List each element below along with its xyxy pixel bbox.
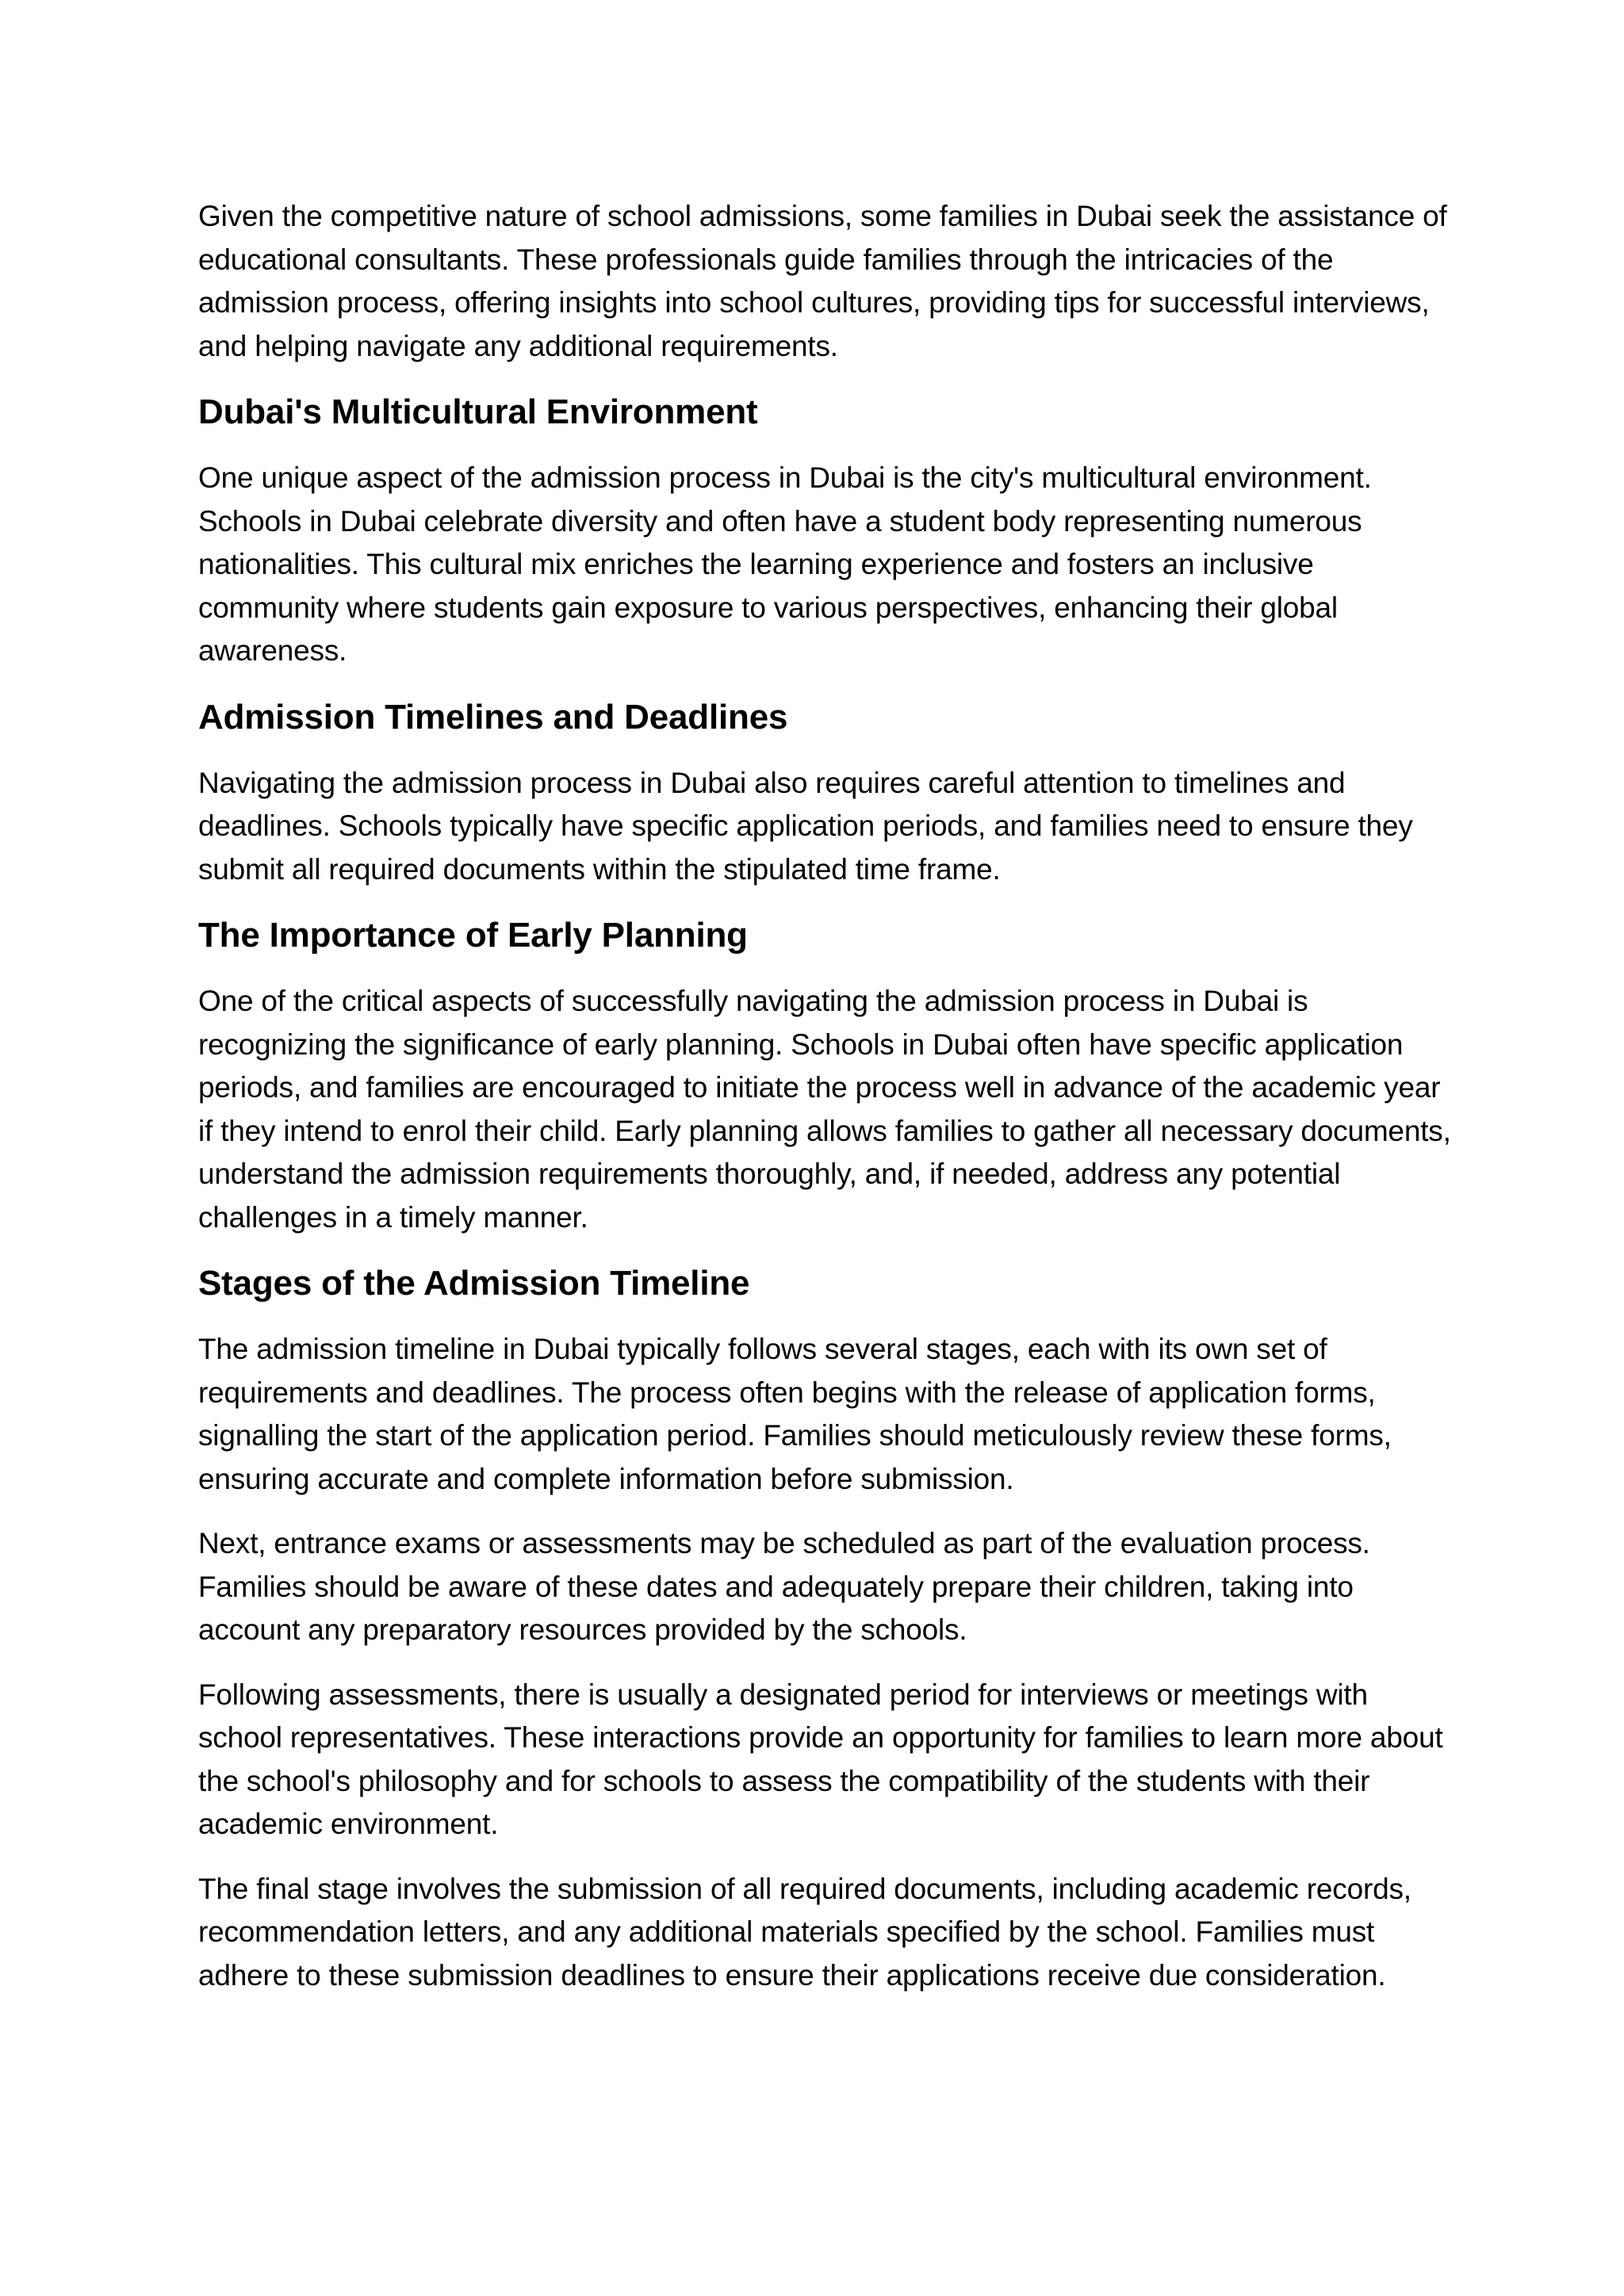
section-heading-multicultural: Dubai's Multicultural Environment — [198, 392, 758, 431]
multicultural-paragraph: One unique aspect of the admission process in Dubai is the city's multicultural environment. Schools in Dubai celebrate diversity and often have a student body representing numerous nationalities. This cultural mix enriches the learning experience and fosters an inclusive community where students gain exposure to various perspectives, enhancing their global awareness. — [198, 461, 1372, 667]
stages-paragraph-3: Following assessments, there is usually a designated period for interviews or meetings with school representatives. These interactions provide an opportunity for families to learn more about the school's philosophy and for schools to assess the compatibility of the students with their academic environment. — [198, 1678, 1443, 1840]
intro-paragraph: Given the competitive nature of school admissions, some families in Dubai seek the assistance of educational consultants. These professionals guide families through the intricacies of the admission process, offering insights into school cultures, providing tips for successful interviews, and helping navigate any additional requirements. — [198, 200, 1447, 362]
timelines-paragraph: Navigating the admission process in Dubai also requires careful attention to timelines and deadlines. Schools typically have specific application periods, and families need to ensure they submit all required documents within the stipulated time frame. — [198, 766, 1413, 886]
stages-paragraph-1: The admission timeline in Dubai typically follows several stages, each with its own set of requirements and deadlines. The process often begins with the release of application forms, signalling the start of the application period. Families should meticulously review these forms, ensuring accurate and complete information before submission. — [198, 1333, 1392, 1495]
section-heading-early-planning: The Importance of Early Planning — [198, 916, 748, 955]
section-heading-stages: Stages of the Admission Timeline — [198, 1264, 750, 1303]
document-page — [198, 195, 1451, 2019]
section-heading-timelines: Admission Timelines and Deadlines — [198, 697, 788, 737]
early-planning-paragraph: One of the critical aspects of successfully navigating the admission process in Dubai is recognizing the significance of early planning. Schools in Dubai often have specific application periods, and families are encouraged to initiate the process well in advance of the academic year if they intend to enrol their child. Early planning allows families to gather all necessary documents, understand the admission requirements thoroughly, and, if needed, address any potential challenges in a timely manner. — [198, 985, 1451, 1234]
stages-paragraph-4: The final stage involves the submission of all required documents, including academic records, recommendation letters, and any additional materials specified by the school. Families must adhere to these submission deadlines to ensure their applications receive due consideration. — [198, 1872, 1411, 1992]
stages-paragraph-2: Next, entrance exams or assessments may be scheduled as part of the evaluation process. Families should be aware of these dates and adequately prepare their children, taking into account any preparatory resources provided by the schools. — [198, 1527, 1370, 1646]
